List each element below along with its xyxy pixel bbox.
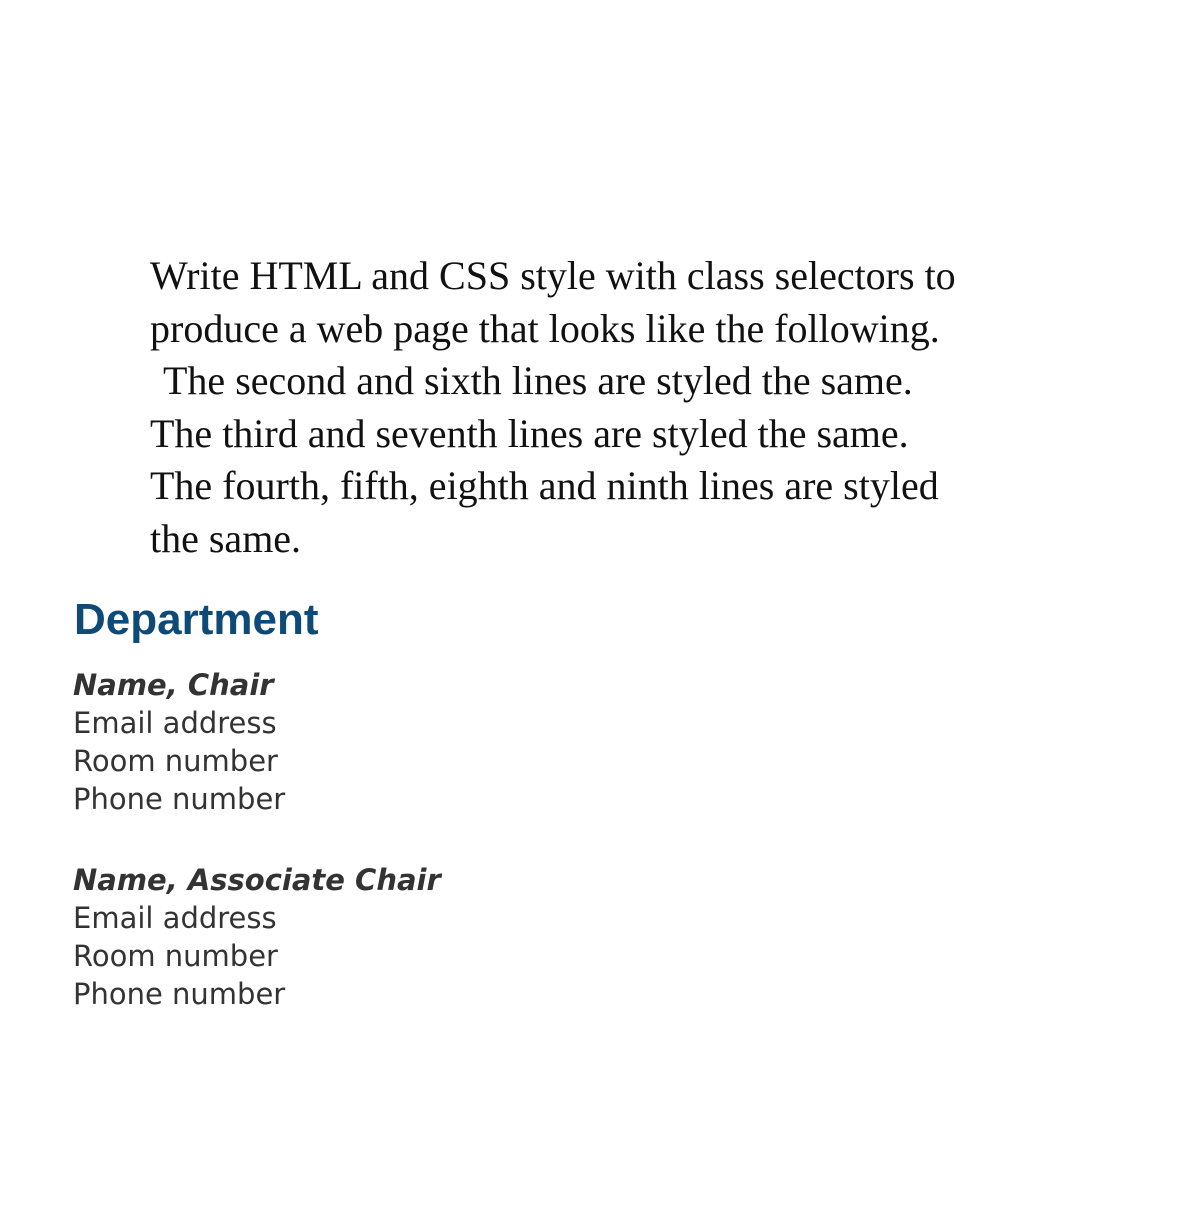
contact-phone: Phone number [73, 782, 286, 816]
contact-block-chair [73, 666, 285, 818]
instruction-line: The third and seventh lines are styled the same. [150, 410, 909, 456]
instruction-line: Write HTML and CSS style with class selectors to [150, 253, 956, 298]
contact-room: Room number [73, 744, 278, 778]
contact-name: Name, Chair [73, 668, 274, 702]
contact-name: Name, Associate Chair [73, 863, 441, 897]
instruction-line: The fourth, fifth, eighth and ninth lines are styled [150, 463, 939, 508]
instruction-line: the same. [150, 515, 302, 561]
contact-email: Email address [73, 901, 277, 935]
contact-phone: Phone number [73, 977, 286, 1011]
contact-room: Room number [73, 939, 278, 973]
instruction-line: The second and sixth lines are styled the same. [163, 358, 913, 403]
instruction-line: produce a web page that looks like the following. [150, 305, 940, 351]
department-title: Department [74, 595, 319, 644]
instructions-paragraph [150, 250, 1050, 565]
contact-block-associate-chair [73, 861, 441, 1013]
contact-email: Email address [73, 706, 277, 740]
